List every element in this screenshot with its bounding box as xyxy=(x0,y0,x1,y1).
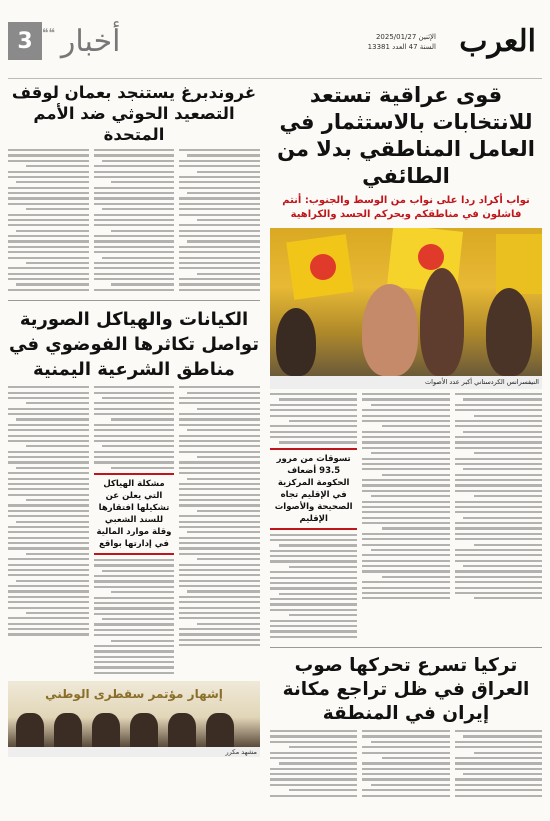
section-title: أخبار xyxy=(60,24,121,59)
person-silhouette xyxy=(206,713,234,747)
secondary-articles xyxy=(8,82,260,757)
text-column xyxy=(94,149,175,294)
grundberg-headline: غروندبرغ يستنجد بعمان لوقف التصعيد الحوثي ضد الأمم المتحدة xyxy=(11,83,257,144)
flag-shape xyxy=(496,234,542,294)
rally-photo xyxy=(270,228,542,376)
photo-caption: مشهد مكرر xyxy=(8,747,260,757)
flag-emblem xyxy=(310,254,336,280)
person-silhouette xyxy=(168,713,196,747)
person-silhouette xyxy=(362,284,418,376)
section-divider xyxy=(8,300,260,301)
text-column xyxy=(455,393,542,641)
article-body xyxy=(270,393,542,641)
section-divider xyxy=(270,647,542,648)
main-article xyxy=(270,82,542,800)
text-column xyxy=(362,730,449,800)
newspaper-logo: العرب xyxy=(459,24,536,59)
pull-quote: تسوقات من مرور 93.5 أضعاف الحكومة المركزية في الإقليم تجاه الصحيحة والأصوات الإقليم xyxy=(270,448,357,530)
person-silhouette xyxy=(420,268,464,376)
conference-banner: إشهار مؤتمر سقطرى الوطني xyxy=(45,687,223,702)
text-column xyxy=(270,393,357,641)
issue-number: السنة 47 العدد 13381 xyxy=(367,43,436,51)
text-column xyxy=(179,386,260,677)
issue-date: الإثنين 2025/01/27 xyxy=(375,33,436,41)
conference-photo xyxy=(8,681,260,747)
logo-box xyxy=(459,24,536,59)
text-column xyxy=(179,149,260,294)
text-column xyxy=(455,730,542,800)
text-column xyxy=(8,386,89,677)
turkey-headline: تركيا تسرع تحركها صوب العراق في ظل تراجع مكانة إيران في المنطقة xyxy=(282,655,530,725)
person-silhouette xyxy=(130,713,158,747)
main-subheadline: نواب أكراد ردا على نواب من الوسط والجنوب: أنتم فاشلون في مناطقكم وبحركم الحسد والكراهية xyxy=(282,195,530,220)
flag-emblem xyxy=(418,244,444,270)
photo-caption: النيفسرانس الكردستاني أكبر عدد الأصوات xyxy=(270,376,542,389)
pull-quote: مشكلة الهياكل التي يعلن عن تشكيلها افتقارها للسند الشعبي وقلة موارد المالية في إدارتها بواقع xyxy=(94,473,175,555)
text-column xyxy=(362,393,449,641)
page-number: 3 xyxy=(8,22,42,60)
grundberg-body xyxy=(8,149,260,294)
issue-info xyxy=(368,32,436,52)
section-header xyxy=(42,24,120,59)
person-silhouette xyxy=(54,713,82,747)
person-silhouette xyxy=(486,288,532,376)
turkey-body xyxy=(270,730,542,800)
yemen-headline: الكيانات والهياكل الصورية تواصل تكاثرها الفوضوي في مناطق الشرعية اليمنية xyxy=(9,309,259,381)
speech-bubbles-icon: ❝❝ xyxy=(42,25,55,40)
text-column xyxy=(270,730,357,800)
main-headline: قوى عراقية تستعد للانتخابات بالاستثمار في العامل المناطقي بدلا من الطائفي xyxy=(277,83,535,188)
yemen-body xyxy=(8,386,260,677)
text-column xyxy=(94,386,175,677)
text-column xyxy=(8,149,89,294)
person-silhouette xyxy=(276,308,316,376)
person-silhouette xyxy=(92,713,120,747)
person-silhouette xyxy=(16,713,44,747)
masthead xyxy=(8,20,542,79)
